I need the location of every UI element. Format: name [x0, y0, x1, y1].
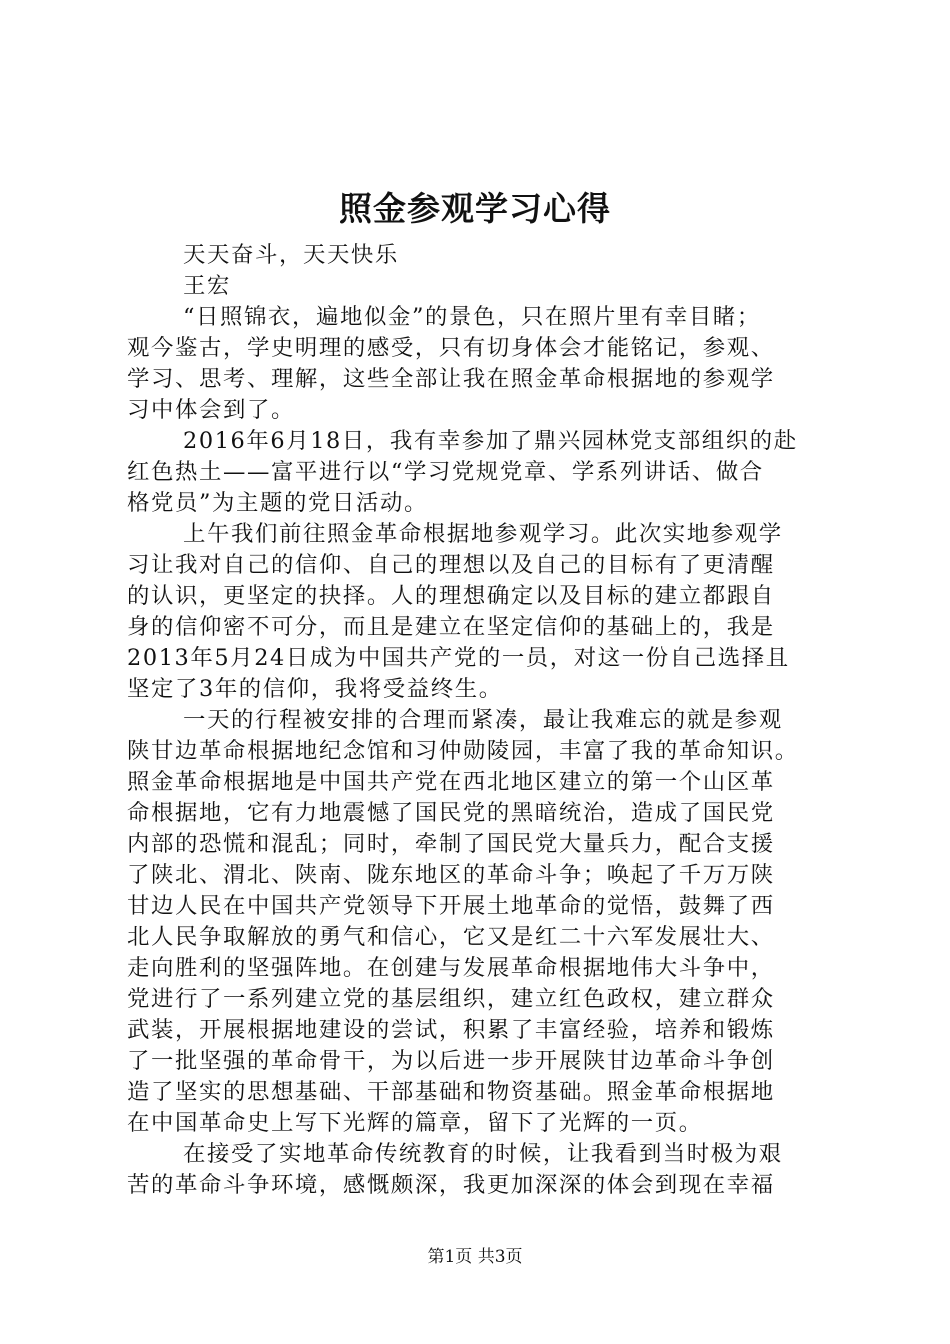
page-footer: 第1页 共3页 — [427, 1247, 523, 1267]
text-line: 上午我们前往照金革命根据地参观学习。此次实地参观学 — [183, 521, 783, 547]
text-line: 北人民争取解放的勇气和信心，它又是红二十六军发展壮大、 — [127, 924, 775, 950]
text-line: “日照锦衣，遍地似金”的景色，只在照片里有幸目睹； — [183, 304, 761, 330]
text-line: 了陕北、渭北、陕南、陇东地区的革命斗争；唤起了千万万陕 — [127, 862, 775, 888]
text-line: 习让我对自己的信仰、自己的理想以及自己的目标有了更清醒 — [127, 552, 775, 578]
text-line: 王宏 — [183, 273, 231, 299]
text-line: 格党员”为主题的党日活动。 — [127, 490, 428, 516]
text-line: 坚定了3年的信仰，我将受益终生。 — [127, 676, 503, 702]
text-line: 内部的恐慌和混乱；同时，牵制了国民党大量兵力，配合支援 — [127, 831, 775, 857]
text-line: 苦的革命斗争环境，感慨颇深，我更加深深的体会到现在幸福 — [127, 1172, 775, 1198]
document-body — [127, 240, 832, 1201]
text-line: 一天的行程被安排的合理而紧凑，最让我难忘的就是参观 — [183, 707, 783, 733]
text-line: 天天奋斗，天天快乐 — [183, 242, 399, 268]
text-line: 习中体会到了。 — [127, 397, 295, 423]
text-line: 照金革命根据地是中国共产党在西北地区建立的第一个山区革 — [127, 769, 775, 795]
text-line: 走向胜利的坚强阵地。在创建与发展革命根据地伟大斗争中， — [127, 955, 775, 981]
text-line: 观今鉴古，学史明理的感受，只有切身体会才能铭记，参观、 — [127, 335, 775, 361]
text-line: 的认识，更坚定的抉择。人的理想确定以及目标的建立都跟自 — [127, 583, 775, 609]
text-line: 造了坚实的思想基础、干部基础和物资基础。照金革命根据地 — [127, 1079, 775, 1105]
text-line: 命根据地，它有力地震憾了国民党的黑暗统治，造成了国民党 — [127, 800, 775, 826]
text-line: 了一批坚强的革命骨干，为以后进一步开展陕甘边革命斗争创 — [127, 1048, 775, 1074]
text-line: 武装，开展根据地建设的尝试，积累了丰富经验，培养和锻炼 — [127, 1017, 775, 1043]
text-line: 在中国革命史上写下光辉的篇章，留下了光辉的一页。 — [127, 1110, 703, 1136]
text-line: 在接受了实地革命传统教育的时候，让我看到当时极为艰 — [183, 1141, 783, 1167]
text-line: 身的信仰密不可分，而且是建立在坚定信仰的基础上的，我是 — [127, 614, 775, 640]
text-line: 2013年5月24日成为中国共产党的一员，对这一份自己选择且 — [127, 645, 790, 671]
text-line: 党进行了一系列建立党的基层组织，建立红色政权，建立群众 — [127, 986, 775, 1012]
text-line: 学习、思考、理解，这些全部让我在照金革命根据地的参观学 — [127, 366, 775, 392]
text-line: 陕甘边革命根据地纪念馆和习仲勋陵园，丰富了我的革命知识。 — [127, 738, 799, 764]
text-line: 2016年6月18日，我有幸参加了鼎兴园林党支部组织的赴 — [183, 428, 798, 454]
text-line: 甘边人民在中国共产党领导下开展土地革命的觉悟，鼓舞了西 — [127, 893, 775, 919]
document-title: 照金参观学习心得 — [339, 189, 611, 228]
text-line: 红色热土——富平进行以“学习党规党章、学系列讲话、做合 — [127, 459, 764, 485]
